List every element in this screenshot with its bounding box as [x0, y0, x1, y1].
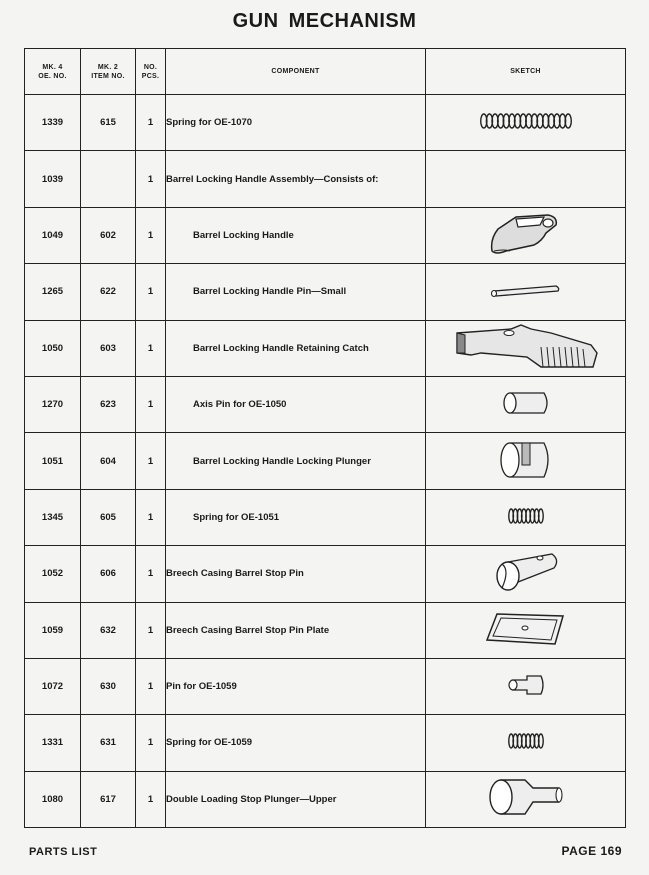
- header-pcs-line2: PCS.: [141, 72, 160, 80]
- table-row: [25, 602, 626, 658]
- sketch-cell: [426, 489, 626, 545]
- header-item-no: [81, 49, 136, 95]
- item-number-cell: 606: [81, 546, 136, 602]
- locking-handle-icon: [486, 211, 566, 257]
- header-component: COMPONENT: [166, 49, 426, 95]
- item-number-cell: 602: [81, 207, 136, 263]
- component-cell: Barrel Locking Handle Retaining Catch: [166, 320, 426, 376]
- oe-number-cell: 1049: [25, 207, 81, 263]
- pieces-cell: 1: [136, 489, 166, 545]
- sketch-cell: [426, 433, 626, 489]
- oe-number-cell: 1080: [25, 771, 81, 827]
- header-sketch: SKETCH: [426, 49, 626, 95]
- component-cell: Spring for OE-1059: [166, 715, 426, 771]
- table-row: [25, 546, 626, 602]
- sketch-cell: [426, 376, 626, 432]
- oe-number-cell: 1331: [25, 715, 81, 771]
- parts-table: [24, 48, 626, 828]
- table-row: [25, 151, 626, 207]
- oe-number-cell: 1051: [25, 433, 81, 489]
- sketch-cell: [426, 95, 626, 151]
- pieces-cell: 1: [136, 771, 166, 827]
- oe-number-cell: 1059: [25, 602, 81, 658]
- header-pcs: [136, 49, 166, 95]
- pieces-cell: 1: [136, 264, 166, 320]
- table-row: [25, 264, 626, 320]
- component-cell: Breech Casing Barrel Stop Pin Plate: [166, 602, 426, 658]
- axis-pin-icon: [498, 389, 554, 417]
- stop-pin-icon: [488, 550, 564, 594]
- oe-number-cell: 1345: [25, 489, 81, 545]
- item-number-cell: 617: [81, 771, 136, 827]
- table-row: [25, 95, 626, 151]
- sketch-cell: [426, 320, 626, 376]
- table-row: [25, 207, 626, 263]
- oe-number-cell: 1265: [25, 264, 81, 320]
- sketch-cell: [426, 715, 626, 771]
- item-number-cell: 604: [81, 433, 136, 489]
- oe-number-cell: 1339: [25, 95, 81, 151]
- oe-number-cell: 1052: [25, 546, 81, 602]
- short-spring-icon: [504, 506, 548, 526]
- oe-number-cell: 1270: [25, 376, 81, 432]
- header-oe-no: [25, 49, 81, 95]
- item-number-cell: [81, 151, 136, 207]
- sketch-cell: [426, 546, 626, 602]
- item-number-cell: 603: [81, 320, 136, 376]
- short-spring-icon: [504, 731, 548, 751]
- pieces-cell: 1: [136, 433, 166, 489]
- item-number-cell: 630: [81, 658, 136, 714]
- pieces-cell: 1: [136, 658, 166, 714]
- sketch-cell: [426, 264, 626, 320]
- item-number-cell: 605: [81, 489, 136, 545]
- footer-page-number: PAGE 169: [561, 844, 622, 858]
- header-oe-no-line2: OE. NO.: [38, 72, 67, 80]
- pieces-cell: 1: [136, 207, 166, 263]
- component-cell: Barrel Locking Handle: [166, 207, 426, 263]
- component-cell: Barrel Locking Handle Locking Plunger: [166, 433, 426, 489]
- small-stepped-pin-icon: [503, 671, 549, 699]
- stop-plunger-icon: [485, 774, 567, 822]
- pieces-cell: 1: [136, 602, 166, 658]
- table-row: [25, 771, 626, 827]
- component-cell: Barrel Locking Handle Pin—Small: [166, 264, 426, 320]
- component-cell: Axis Pin for OE-1050: [166, 376, 426, 432]
- item-number-cell: 632: [81, 602, 136, 658]
- pieces-cell: 1: [136, 320, 166, 376]
- table-row: [25, 376, 626, 432]
- oe-number-cell: 1072: [25, 658, 81, 714]
- component-cell: Breech Casing Barrel Stop Pin: [166, 546, 426, 602]
- table-row: [25, 658, 626, 714]
- long-spring-icon: [476, 111, 576, 131]
- sketch-cell: [426, 602, 626, 658]
- table-row: [25, 433, 626, 489]
- page-title: GUN MECHANISM: [232, 10, 417, 32]
- item-number-cell: 631: [81, 715, 136, 771]
- sketch-cell: [426, 151, 626, 207]
- oe-number-cell: 1039: [25, 151, 81, 207]
- header-oe-no-line1: MK. 4: [42, 63, 63, 71]
- component-cell: Spring for OE-1070: [166, 95, 426, 151]
- table-header-row: [25, 49, 626, 95]
- oe-number-cell: 1050: [25, 320, 81, 376]
- item-number-cell: 615: [81, 95, 136, 151]
- retaining-catch-icon: [451, 323, 601, 371]
- pieces-cell: 1: [136, 546, 166, 602]
- locking-plunger-icon: [496, 439, 556, 481]
- header-pcs-line1: NO.: [143, 63, 158, 71]
- pieces-cell: 1: [136, 95, 166, 151]
- table-row: [25, 320, 626, 376]
- component-cell: Double Loading Stop Plunger—Upper: [166, 771, 426, 827]
- sketch-cell: [426, 207, 626, 263]
- component-cell: Spring for OE-1051: [166, 489, 426, 545]
- header-item-no-line1: MK. 2: [97, 63, 119, 71]
- pieces-cell: 1: [136, 151, 166, 207]
- component-cell: Pin for OE-1059: [166, 658, 426, 714]
- item-number-cell: 623: [81, 376, 136, 432]
- sketch-cell: [426, 771, 626, 827]
- table-row: [25, 715, 626, 771]
- pieces-cell: 1: [136, 376, 166, 432]
- sketch-cell: [426, 658, 626, 714]
- stop-pin-plate-icon: [483, 610, 569, 648]
- component-cell: Barrel Locking Handle Assembly—Consists of:: [166, 151, 426, 207]
- header-item-no-line2: ITEM NO.: [91, 72, 125, 80]
- pieces-cell: 1: [136, 715, 166, 771]
- item-number-cell: 622: [81, 264, 136, 320]
- footer-parts-list: PARTS LIST: [29, 846, 98, 858]
- long-pin-icon: [488, 282, 564, 298]
- table-row: [25, 489, 626, 545]
